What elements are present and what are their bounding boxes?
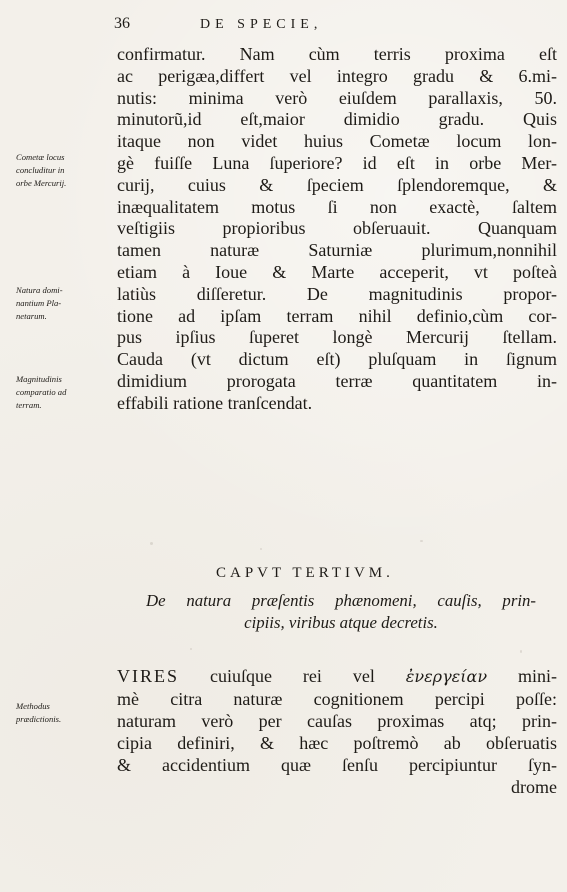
page-header xyxy=(0,15,567,41)
page-number: 36 xyxy=(114,15,130,32)
marginal-line: Natura domi- xyxy=(16,285,63,295)
text-line: inæqualitatem motus ſi non exactè, ſaltem xyxy=(117,196,557,217)
text-line: cipia definiri, & hæc poſtremò ab obſeruatis xyxy=(117,733,557,753)
marginal-line: concluditur in xyxy=(16,165,65,175)
marginal-line: orbe Mercurij. xyxy=(16,178,67,188)
text-line: dimidium prorogata terræ quantitatem in- xyxy=(117,370,557,391)
marginal-note-magnitude xyxy=(16,373,98,412)
marginal-line: Magnitudinis xyxy=(16,374,62,384)
text-line: gè fuiſſe Luna ſuperiore? id eſt in orbe Mer- xyxy=(117,152,557,173)
text-line: itaque non videt huius Cometæ locum lon- xyxy=(117,131,557,152)
paper-speck xyxy=(150,542,153,545)
chapter-subtitle xyxy=(146,590,536,634)
marginal-line: Methodus xyxy=(16,701,50,711)
text-line: effabili ratione tranſcendat. xyxy=(117,392,313,413)
text-line: curij, cuius & ſpeciem ſplendoremque, & xyxy=(117,174,557,195)
text-line: etiam à Ioue & Marte acceperit, vt poſteà xyxy=(117,261,557,282)
running-head: DE SPECIE, xyxy=(200,17,323,32)
marginal-line: netarum. xyxy=(16,311,47,321)
paper-speck xyxy=(520,650,522,653)
paper-speck xyxy=(420,540,423,542)
text-line: pus ipſius ſuperet longè Mercurij ſtellam. xyxy=(117,327,557,348)
text-line: confirmatur. Nam cùm terris proxima eſt xyxy=(117,44,557,64)
marginal-note-method xyxy=(16,700,98,726)
text-line: ac perigæa,differt vel integro gradu & 6.mi- xyxy=(117,65,557,86)
text-fragment: cuiuſque rei vel xyxy=(209,666,375,686)
greek-word: ἐνεργείαν xyxy=(405,667,488,686)
text-line: veſtigiis propioribus obſeruauit. Quanquam xyxy=(117,218,557,239)
marginal-note-planets-nature xyxy=(16,284,98,323)
paper-speck xyxy=(190,648,192,650)
subtitle-line: cipiis, viribus atque decretis. xyxy=(244,613,438,632)
marginal-line: prædictionis. xyxy=(16,714,62,724)
text-line xyxy=(117,665,557,688)
text-line: mè citra naturæ cognitionem percipi poſſe: xyxy=(117,689,557,709)
chapter-heading: CAPVT TERTIVM. xyxy=(216,565,394,581)
text-line: Cauda (vt dictum eſt) pluſquam in ſignum xyxy=(117,349,557,370)
main-paragraph xyxy=(117,44,557,415)
text-line: minutorũ,id eſt,maior dimidio gradu. Quis xyxy=(117,109,557,130)
subtitle-line: De natura præſentis phænomeni, cauſis, prin- xyxy=(146,591,536,610)
text-line: & accidentium quæ ſenſu percipiuntur ſyn- xyxy=(117,755,557,775)
text-line: drome xyxy=(511,777,557,797)
marginal-line: comparatio ad xyxy=(16,387,67,397)
text-line: naturam verò per cauſas proximas atq; prin- xyxy=(117,711,557,731)
opening-word: VIRES xyxy=(117,666,180,686)
chapter-paragraph xyxy=(117,665,557,798)
paper-speck xyxy=(260,548,262,550)
text-line: tamen naturæ Saturniæ plurimum,nonnihil xyxy=(117,240,557,261)
marginal-line: Cometæ locus xyxy=(16,152,65,162)
text-line: latiùs diſſeretur. De magnitudinis propor- xyxy=(117,283,557,304)
text-line: tione ad ipſam terram nihil definio,cùm cor- xyxy=(117,305,557,326)
text-line: nutis: minima verò eiuſdem parallaxis, 50. xyxy=(117,87,557,108)
marginal-line: terram. xyxy=(16,400,42,410)
text-fragment: mini- xyxy=(518,666,557,686)
marginal-line: nantium Pla- xyxy=(16,298,62,308)
marginal-note-comet-location xyxy=(16,151,98,190)
